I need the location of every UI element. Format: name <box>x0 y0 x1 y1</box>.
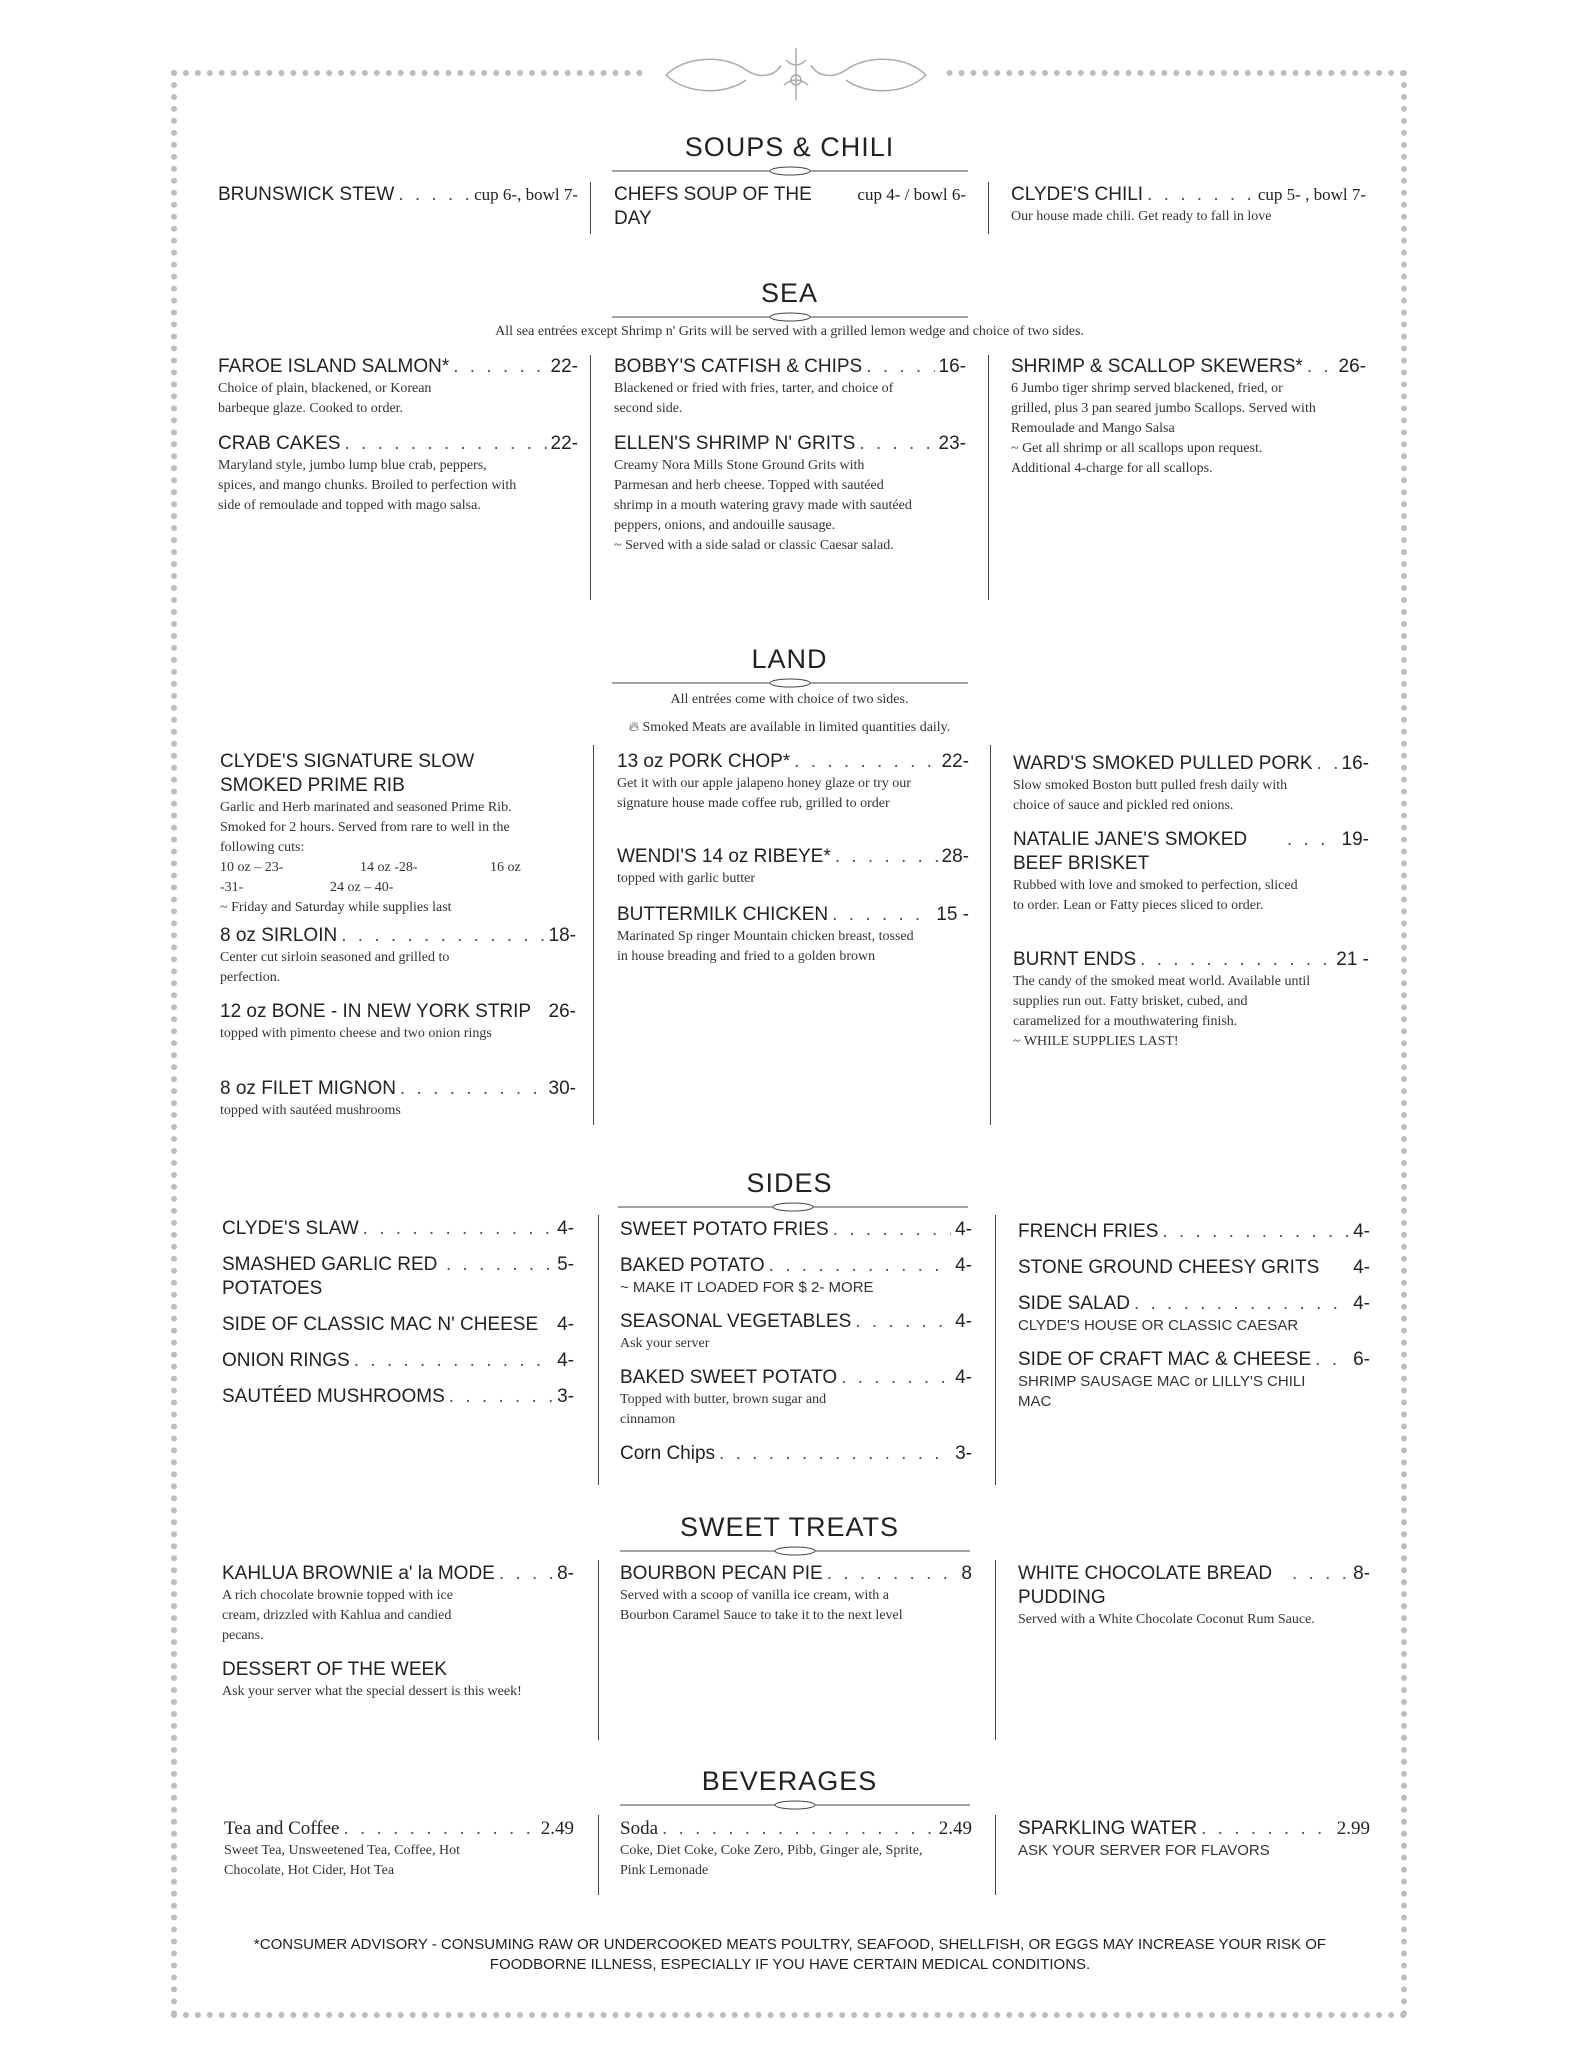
item-price: 4- <box>557 1314 574 1335</box>
cut-option: 24 oz – 40- <box>330 880 394 895</box>
soup-brunswick <box>218 183 578 207</box>
land-sirloin <box>220 924 576 988</box>
beverages-title: BEVERAGES <box>701 1766 878 1796</box>
item-name: SAUTÉED MUSHROOMS <box>222 1386 445 1407</box>
land-brisket <box>1013 828 1369 916</box>
sweet-brownie <box>222 1562 574 1646</box>
item-description: Choice of plain, blackened, or Korean barbeque glaze. Cooked to order. <box>218 381 432 416</box>
land-smoked-note <box>0 720 1579 736</box>
item-description: Maryland style, jumbo lump blue crab, peppers, spices, and mango chunks. Broiled to perfection with side of remoulade and topped with mago salsa. <box>218 458 517 513</box>
item-description: topped with pimento cheese and two onion rings <box>220 1026 492 1041</box>
sweet-pecan-pie <box>620 1562 972 1626</box>
item-note: ~ Served with a side salad or classic Caesar salad. <box>614 538 894 553</box>
consumer-advisory: *CONSUMER ADVISORY - CONSUMING RAW OR UNDERCOOKED MEATS POULTRY, SEAFOOD, SHELLFISH, OR EGGS MAY INCREASE YOUR RISK OF FOODBORNE ILLNESS, ESPECIALLY IF YOU HAVE CERTAIN MEDICAL CONDITIONS. <box>253 1936 1327 1973</box>
item-note: Topped with butter, brown sugar and cinnamon <box>620 1392 827 1427</box>
side-item <box>620 1442 972 1466</box>
item-description: Served with a scoop of vanilla ice cream, with a Bourbon Caramel Sauce to take it to the next level <box>620 1588 903 1623</box>
item-note: ~ WHILE SUPPLIES LAST! <box>1013 1034 1179 1049</box>
column-divider <box>988 355 989 600</box>
item-description: Coke, Diet Coke, Coke Zero, Pibb, Ginger ale, Sprite, Pink Lemonade <box>620 1843 923 1878</box>
sides-col2 <box>620 1218 972 1466</box>
sea-catfish <box>614 355 966 419</box>
item-price: 19- <box>1341 829 1369 850</box>
item-name: Tea and Coffee <box>224 1818 340 1839</box>
side-item <box>222 1313 574 1337</box>
land-buttermilk-chicken <box>617 903 969 967</box>
item-note: ~ Friday and Saturday while supplies last <box>220 900 452 915</box>
section-divider <box>618 1201 968 1213</box>
cut-option: 10 oz – 23- <box>220 860 284 875</box>
side-item <box>222 1349 574 1373</box>
column-divider <box>590 182 591 234</box>
item-description: Served with a White Chocolate Coconut Rum Sauce. <box>1018 1612 1315 1627</box>
sides-col1 <box>222 1217 574 1409</box>
item-description: Marinated Sp ringer Mountain chicken breast, tossed in house breading and fried to a golden brown <box>617 929 914 964</box>
soups-title: SOUPS & CHILI <box>684 132 895 162</box>
item-price: 4- <box>955 1219 972 1240</box>
item-price: 3- <box>557 1386 574 1407</box>
item-name: ONION RINGS <box>222 1350 350 1371</box>
item-name: SMASHED GARLIC RED POTATOES <box>222 1254 438 1299</box>
item-price: cup 4- / bowl 6- <box>857 185 966 204</box>
item-price: 18- <box>548 925 576 946</box>
item-price: 22- <box>550 433 578 454</box>
prime-rib-cuts <box>220 878 550 898</box>
item-price: 30- <box>548 1078 576 1099</box>
item-description: Get it with our apple jalapeno honey glaze or try our signature house made coffee rub, grilled to order <box>617 776 911 811</box>
item-description: Ask your server what the special dessert is this week! <box>222 1684 522 1699</box>
column-divider <box>598 1560 599 1740</box>
item-name: 8 oz FILET MIGNON <box>220 1078 396 1099</box>
item-name: BRUNSWICK STEW <box>218 184 395 205</box>
item-description: A rich chocolate brownie topped with ice cream, drizzled with Kahlua and candied pecans. <box>222 1588 453 1643</box>
item-price: 8 <box>961 1563 972 1584</box>
side-item <box>620 1366 972 1430</box>
side-item <box>620 1254 972 1298</box>
item-price: 26- <box>548 1001 576 1022</box>
item-name: BURNT ENDS <box>1013 949 1137 970</box>
sea-title: SEA <box>760 278 819 308</box>
flourish-ornament <box>646 40 946 110</box>
item-description: topped with sautéed mushrooms <box>220 1103 401 1118</box>
side-item <box>222 1253 574 1301</box>
item-name: SWEET POTATO FRIES <box>620 1219 829 1240</box>
side-item <box>222 1217 574 1241</box>
item-name: CHEFS SOUP OF THE DAY <box>614 184 812 229</box>
cut-option: -31- <box>220 880 244 895</box>
item-price: 4- <box>557 1218 574 1239</box>
item-description: Our house made chili. Get ready to fall in love <box>1011 209 1272 224</box>
item-name: STONE GROUND CHEESY GRITS <box>1018 1257 1320 1278</box>
item-note: ~ MAKE IT LOADED FOR $ 2- MORE <box>620 1279 874 1296</box>
item-name: WENDI'S 14 oz RIBEYE* <box>617 846 831 867</box>
land-title: LAND <box>751 644 828 674</box>
column-divider <box>995 1560 996 1740</box>
item-description: Center cut sirloin seasoned and grilled to perfection. <box>220 950 450 985</box>
item-price: 8- <box>1353 1563 1370 1584</box>
item-name: BAKED SWEET POTATO <box>620 1367 838 1388</box>
item-description: 6 Jumbo tiger shrimp served blackened, fried, or grilled, plus 3 pan seared jumbo Scallops. Served with Remoulade and Mango Salsa <box>1011 381 1316 436</box>
item-price: 28- <box>941 846 969 867</box>
land-pork-chop <box>617 750 969 814</box>
item-price: 22- <box>550 356 578 377</box>
side-item <box>1018 1292 1370 1336</box>
beverage-tea-coffee <box>224 1817 574 1881</box>
land-ny-strip <box>220 1000 576 1044</box>
sides-title: SIDES <box>746 1168 833 1198</box>
item-price: cup 6-, bowl 7- <box>474 185 578 204</box>
item-note: CLYDE'S HOUSE OR CLASSIC CAESAR <box>1018 1317 1299 1334</box>
item-name: BAKED POTATO <box>620 1255 765 1276</box>
item-description: Blackened or fried with fries, tarter, and choice of second side. <box>614 381 894 416</box>
item-name: SEASONAL VEGETABLES <box>620 1311 852 1332</box>
item-name: SPARKLING WATER <box>1018 1818 1198 1839</box>
item-name: WHITE CHOCOLATE BREAD PUDDING <box>1018 1563 1273 1608</box>
side-item <box>1018 1348 1370 1412</box>
land-burnt-ends <box>1013 948 1369 1052</box>
item-description: The candy of the smoked meat world. Available until supplies run out. Fatty brisket, cubed, and caramelized for a mouthwatering finish. <box>1013 974 1311 1029</box>
item-note: Ask your server <box>620 1336 710 1351</box>
item-name: CLYDE'S CHILI <box>1011 184 1144 205</box>
item-name: BUTTERMILK CHICKEN <box>617 904 829 925</box>
sea-crab-cakes <box>218 432 578 516</box>
section-divider <box>612 677 968 689</box>
item-price: 5- <box>557 1254 574 1275</box>
item-price: 15 - <box>936 904 969 925</box>
sea-note: All sea entrées except Shrimp n' Grits will be served with a grilled lemon wedge and choice of two sides. <box>495 324 1084 339</box>
column-divider <box>593 745 594 1125</box>
item-name: FRENCH FRIES <box>1018 1221 1159 1242</box>
land-note: All entrées come with choice of two sides. <box>670 692 909 707</box>
beverage-soda <box>620 1817 972 1881</box>
item-name: CLYDE'S SIGNATURE SLOW SMOKED PRIME RIB <box>220 751 475 796</box>
item-price: 16- <box>938 356 966 377</box>
soup-chili <box>1011 183 1366 227</box>
beverage-sparkling-water <box>1018 1817 1370 1861</box>
item-price: 4- <box>1353 1293 1370 1314</box>
item-name: BOURBON PECAN PIE <box>620 1563 823 1584</box>
item-name: CLYDE'S SLAW <box>222 1218 359 1239</box>
item-description: Slow smoked Boston butt pulled fresh daily with choice of sauce and pickled red onions. <box>1013 778 1288 813</box>
cut-option: 14 oz -28- <box>360 860 418 875</box>
item-name: DESSERT OF THE WEEK <box>222 1659 447 1680</box>
item-name: SIDE SALAD <box>1018 1293 1130 1314</box>
column-divider <box>995 1815 996 1895</box>
item-price: 8- <box>557 1563 574 1584</box>
item-name: CRAB CAKES <box>218 433 341 454</box>
item-price: 23- <box>938 433 966 454</box>
item-price: 26- <box>1338 356 1366 377</box>
land-ribeye <box>617 845 969 889</box>
side-item <box>620 1218 972 1242</box>
sides-col3 <box>1018 1220 1370 1412</box>
item-note: ~ Get all shrimp or all scallops upon request. Additional 4-charge for all scallops. <box>1011 441 1263 476</box>
item-name: SIDE OF CLASSIC MAC N' CHEESE <box>222 1314 539 1335</box>
column-divider <box>590 355 591 600</box>
item-name: FAROE ISLAND SALMON* <box>218 356 450 377</box>
item-name: Corn Chips <box>620 1443 716 1464</box>
item-description: Sweet Tea, Unsweetened Tea, Coffee, Hot Chocolate, Hot Cider, Hot Tea <box>224 1843 460 1878</box>
section-divider <box>612 165 968 177</box>
item-name: KAHLUA BROWNIE a' la MODE <box>222 1563 495 1584</box>
smoked-note-text: Smoked Meats are available in limited quantities daily. <box>642 720 951 735</box>
sea-shrimp-grits <box>614 432 966 556</box>
item-price: 2.49 <box>540 1818 574 1839</box>
land-pulled-pork <box>1013 752 1369 816</box>
item-description: Rubbed with love and smoked to perfection, sliced to order. Lean or Fatty pieces sliced to order. <box>1013 878 1298 913</box>
item-price: 6- <box>1353 1349 1370 1370</box>
column-divider <box>990 745 991 1125</box>
land-filet <box>220 1077 576 1121</box>
item-name: SHRIMP & SCALLOP SKEWERS* <box>1011 356 1303 377</box>
sweets-title: SWEET TREATS <box>679 1512 900 1542</box>
section-divider <box>612 311 968 323</box>
side-item <box>620 1310 972 1354</box>
item-price: 4- <box>955 1255 972 1276</box>
sweet-dessert-week <box>222 1658 574 1702</box>
item-price: 4- <box>1353 1257 1370 1278</box>
item-description: topped with garlic butter <box>617 871 756 886</box>
item-price: 21 - <box>1336 949 1369 970</box>
section-divider <box>620 1545 970 1557</box>
flame-icon: 🔥︎ <box>628 720 639 735</box>
item-price: 4- <box>955 1311 972 1332</box>
item-name: WARD'S SMOKED PULLED PORK <box>1013 753 1313 774</box>
sea-skewers <box>1011 355 1366 479</box>
item-price: 2.49 <box>938 1818 972 1839</box>
land-prime-rib <box>220 750 580 918</box>
item-name: 8 oz SIRLOIN <box>220 925 338 946</box>
side-item <box>1018 1220 1370 1244</box>
item-description: Garlic and Herb marinated and seasoned Prime Rib. Smoked for 2 hours. Served from rare to well in the following cuts: <box>220 800 512 855</box>
item-note: SHRIMP SAUSAGE MAC or LILLY'S CHILI MAC <box>1018 1373 1306 1410</box>
side-item <box>222 1385 574 1409</box>
item-price: 4- <box>1353 1221 1370 1242</box>
item-name: Soda <box>620 1818 658 1839</box>
column-divider <box>995 1215 996 1485</box>
prime-rib-cuts <box>220 858 550 878</box>
item-price: 4- <box>557 1350 574 1371</box>
section-divider <box>620 1799 970 1811</box>
cut-option: 16 oz <box>490 860 521 875</box>
sweet-bread-pudding <box>1018 1562 1370 1630</box>
item-price: 2.99 <box>1336 1818 1370 1839</box>
item-price: cup 5- , bowl 7- <box>1257 185 1366 204</box>
item-price: 4- <box>955 1367 972 1388</box>
sea-salmon <box>218 355 578 419</box>
item-price: 22- <box>941 751 969 772</box>
item-name: 12 oz BONE - IN NEW YORK STRIP <box>220 1001 532 1022</box>
item-name: 13 oz PORK CHOP* <box>617 751 791 772</box>
item-name: NATALIE JANE'S SMOKED BEEF BRISKET <box>1013 829 1248 874</box>
column-divider <box>598 1215 599 1485</box>
soup-of-day <box>614 183 966 231</box>
item-price: 3- <box>955 1443 972 1464</box>
item-description: Creamy Nora Mills Stone Ground Grits with Parmesan and herb cheese. Topped with sautéed shrimp in a mouth watering gravy made with sautéed peppers, onions, and andouille sausage. <box>614 458 912 533</box>
column-divider <box>598 1815 599 1895</box>
column-divider <box>988 182 989 234</box>
item-name: SIDE OF CRAFT MAC & CHEESE <box>1018 1349 1312 1370</box>
item-name: ELLEN'S SHRIMP N' GRITS <box>614 433 856 454</box>
item-description: ASK YOUR SERVER FOR FLAVORS <box>1018 1842 1270 1859</box>
item-price: 16- <box>1341 753 1369 774</box>
item-name: BOBBY'S CATFISH & CHIPS <box>614 356 863 377</box>
side-item <box>1018 1256 1370 1280</box>
